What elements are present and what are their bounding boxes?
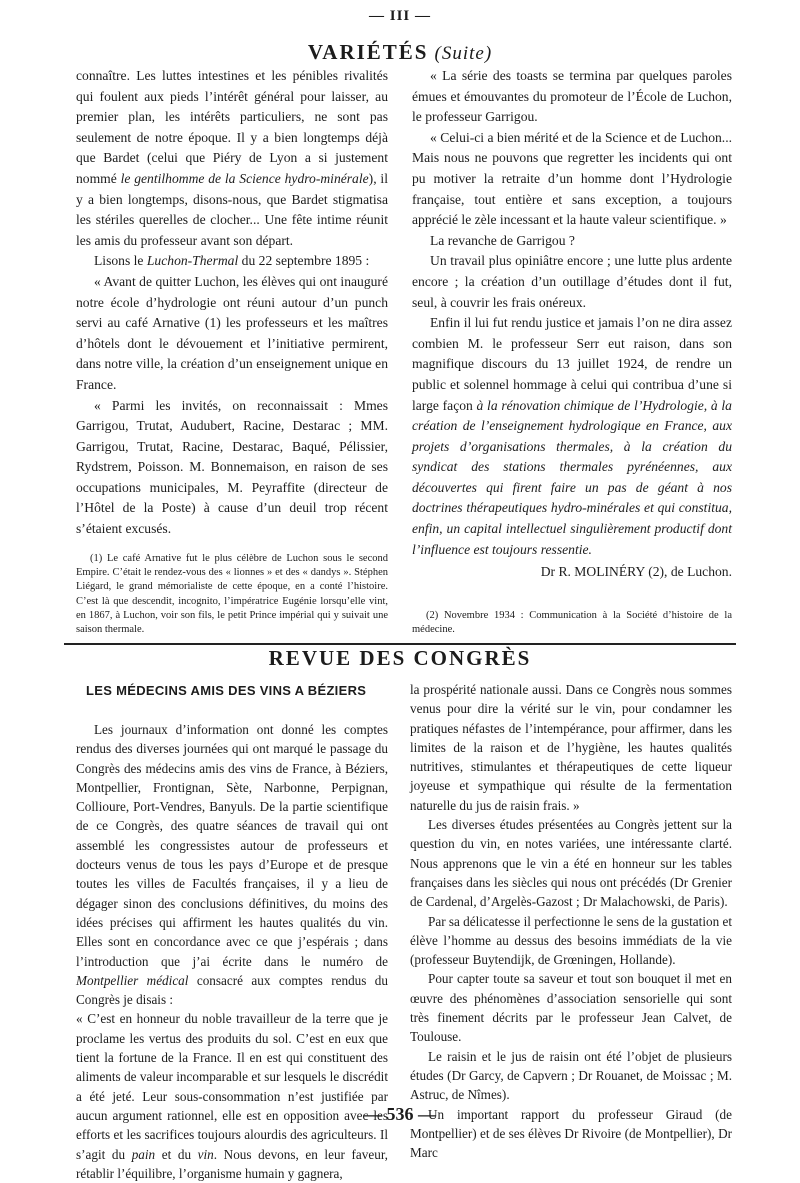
article-subtitle: LES MÉDECINS AMIS DES VINS A BÉZIERS	[86, 683, 367, 698]
quote-paragraph: « Parmi les invités, on reconnaissait : Mmes Garrigou, Trutat, Audubert, Racine, Destarac ; MM. Garrigou, Trutat, Racine, Destarac, Baqué, Pélissier, Rydstrem, Poisson. M. Bonnemaison, en raison de ses occupations municipales, M. Peyraffite (directeur de l’Hôtel de la Poste) à cause d’un deuil trop récent s’étaient excusés.	[76, 397, 388, 537]
section-title-suite: (Suite)	[434, 43, 493, 64]
paragraph: Lisons le Luchon-Thermal du 22 septembre 1895 :	[94, 253, 370, 269]
congres-right-column	[410, 680, 732, 1162]
paragraph: connaître. Les luttes intestines et les pénibles rivalités qui foulent aux pieds l’intérêt général pour laisser, au premier plan, les intérêts particuliers, ne sont pas seulement de notre époque. Il y a bien longtemps déjà que Bardet (celui que Piéry de Lyon a si justement nommé le gentilhomme de la Science hydro-minérale), il y a bien longtemps, disons-nous, que Bardet stigmatisa les stériles querelles de clocher... Une fête intime réunit les amis du professeur avant son départ.	[76, 68, 388, 248]
section-divider	[64, 643, 736, 645]
footnote-2: (2) Novembre 1934 : Communication à la Société d’histoire de la médecine.	[412, 610, 732, 636]
congres-title: REVUE DES CONGRÈS	[268, 646, 532, 670]
paragraph: Pour capter toute sa saveur et tout son bouquet il met en œuvre des phénomènes d’association sensorielle qui sont très finement décrits par le professeur Jean Calvet, de Toulouse.	[410, 971, 732, 1045]
quote-paragraph: « Avant de quitter Luchon, les élèves qui ont inauguré notre école d’hydrologie ont réuni autour d’un punch servi au café Arnative (1) les professeurs et les maîtres d’hôtels dont le dévouement et l’initiative permirent, dans notre ville, la création d’un enseignement unique en France.	[76, 273, 388, 392]
paragraph: Les diverses études présentées au Congrès jettent sur la question du vin, en notes variées, une intéressante clarté. Nous apprenons que le vin a été en honneur sur les tables françaises dans les siècles qui nous ont précédés (Dr Grenier de Cardenal, d’Argelès-Gazost ; Dr Malachowski, de Paris).	[410, 817, 732, 910]
paragraph: Par sa délicatesse il perfectionne le sens de la gustation et élève l’homme au dessus des besoins immédiats de la vie (professeur Buytendijk, de Grœningen, Hollande).	[410, 913, 732, 968]
paragraph: Un travail plus opiniâtre encore ; une lutte plus ardente encore ; la création d’un outillage d’études dont il fut, seul, à couvrir les frais onéreux.	[412, 253, 732, 310]
section-title	[0, 40, 800, 65]
footnote-1: (1) Le café Arnative fut le plus célèbre de Luchon sous le second Empire. C’était le rendez-vous des « lionnes » et des « dandys ». Stéphen Liégard, le grand mémorialiste de cette époque, en a conté l’histoire. C’est là que descendit, incognito, l’impératrice Eugénie lorsqu’elle vint, en 1867, à Luchon, voir son fils, le petit Prince impérial qui y suivait une saison thermale.	[76, 553, 388, 636]
paragraph: Enfin il lui fut rendu justice et jamais l’on ne dira assez combien M. le professeur Serr eut raison, dans son magnifique discours du 13 juillet 1924, de rendre un public et solennel hommage à celui qui contribua d’une si large façon à la rénovation chimique de l’Hydrologie, à la création de l’enseignement hydrologique en France, aux projets d’organisations thermales, à la création du syndicat des stations thermales pyrénéennes, aux découvertes qui firent faire un pas de géant à nos doctrines thérapeutiques hydro-minérales et qui constitua, enfin, un capital intellectuel singulièrement productif dont l’influence est toujours ressentie.	[412, 315, 732, 557]
page-number: — 536 —	[364, 1104, 436, 1124]
section-title-text: VARIÉTÉS	[307, 40, 429, 64]
paragraph: Les journaux d’information ont donné les comptes rendus des diverses journées qui ont marqué le passage du Congrès des médecins amis des vins de France, à Béziers, Montpellier, Frontignan, Sète, Narbonne, Perpignan, Collioure, Port-Vendres, Banyuls. De la partie scientifique de ce Congrès, des quatre séances de travail qui ont assemblé les congressistes autour de professeurs et docteurs venus de tous les pays d’Europe et de presque toutes les villes de Facultés françaises, il y a lieu de dégager sinon des conclusions définitives, du moins des idées précises qui affirment les hautes qualités du vin. Elles sont en concordance avec ce que j’espérais ; dans l’introduction que j’ai écrite dans le numéro de Montpellier médical consacré aux comptes rendus du Congrès je disais :	[76, 722, 388, 1008]
quote-paragraph: « La série des toasts se termina par quelques paroles émues et émouvantes du promoteur de l’École de Luchon, le professeur Garrigou.	[412, 68, 732, 125]
quote-paragraph: « C’est en honneur du noble travailleur de la terre que je proclame les vertus des produits du sol. C’est en eux que tient la fortune de la France. Il en est qui constituent des aliments de valeur incomparable et sur lesquels le discrédit a été jeté. Leur sous-consommation n’est justifiée par aucun argument rationnel, elle est en opposition avec les efforts et les sacrifices toujours alourdis des agriculteurs. Il s’agit du pain et du vin. Nous devons, en leur faveur, rétablir l’équilibre, l’organisme humain y gagnera,	[76, 1011, 388, 1181]
roman-page-number: — III —	[368, 8, 431, 24]
quote-paragraph: « Celui-ci a bien mérité et de la Science et de Luchon... Mais nous ne pouvons que regretter les incidents qui ont pu motiver la retraite d’un homme dont l’Hydrologie française, tout entière et sans exception, a toujours apprécié le zèle incessant et la haute valeur scientifique. »	[412, 129, 732, 228]
paragraph: Le raisin et le jus de raisin ont été l’objet de plusieurs études (Dr Garcy, de Capvern ; Dr Rouanet, de Moissac ; M. Astruc, de Nîmes).	[410, 1048, 732, 1103]
varietes-left-column	[76, 66, 388, 540]
paragraph: Un important rapport du professeur Giraud (de Montpellier) et de ses élèves Dr Rivoire (de Montpellier), Dr Marc	[410, 1106, 732, 1161]
author-signature: Dr R. MOLINÉRY (2), de Luchon.	[540, 564, 732, 580]
varietes-right-column	[412, 66, 732, 583]
paragraph: la prospérité nationale aussi. Dans ce Congrès nous sommes venus pour dire la vérité sur le vin, pour condamner les pratiques néfastes de l’intempérance, pour affirmer, dans les limites de la raison et de l’hygiène, les hautes qualités nutritives, stimulantes et thérapeutiques de cette liqueur joyeuse et sympathique qui résulte de la fermentation naturelle du jus de raisin frais. »	[410, 682, 732, 813]
paragraph: La revanche de Garrigou ?	[430, 232, 575, 248]
